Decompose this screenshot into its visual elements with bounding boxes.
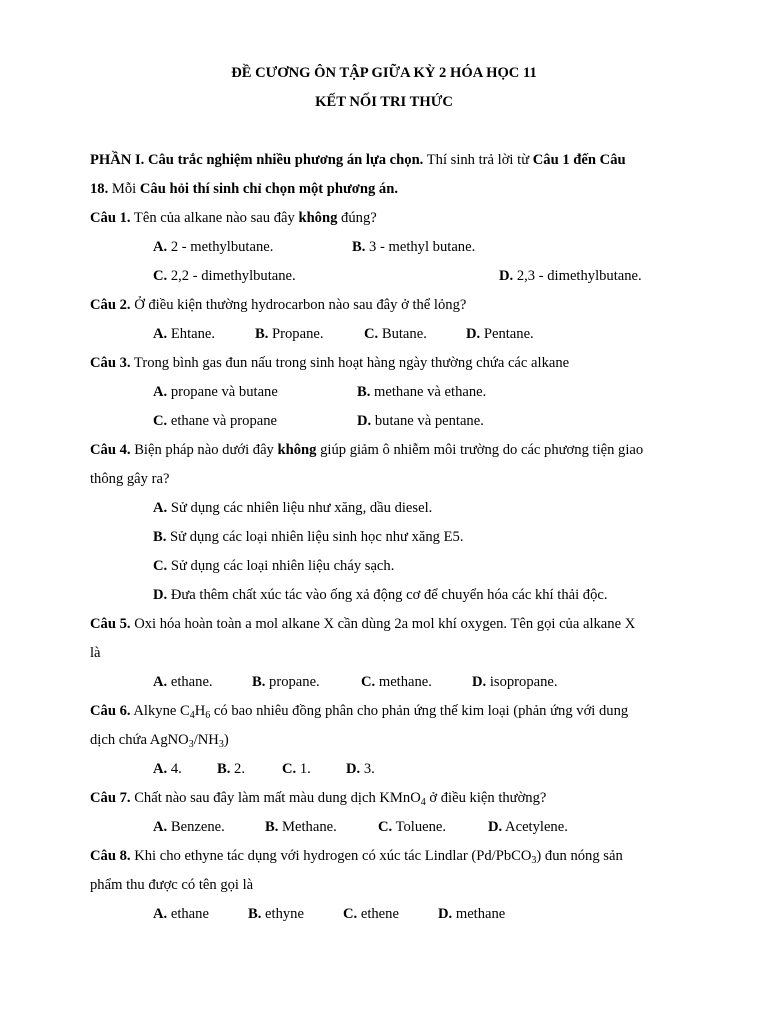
document-title: ĐỀ CƯƠNG ÔN TẬP GIỮA KỲ 2 HÓA HỌC 11 [231,65,537,81]
question-7-option-a: A. Benzene. [153,819,225,835]
question-4-option-d: D. Đưa thêm chất xúc tác vào ống xả động cơ để chuyển hóa các khí thải độc. [153,587,608,603]
question-6-stem: Câu 6. Alkyne $C_4H_6$ có bao nhiêu đồng phân cho phản ứng thế kim loại (phản ứng với dung [90,703,629,721]
question-8-stem-cont: phẩm thu được có tên gọi là [90,877,254,893]
question-5-option-b: B. propane. [252,674,320,690]
question-8-option-c: C. ethene [343,906,399,922]
question-6-stem-cont: dịch chứa $AgNO_3/NH_3$) [90,732,229,750]
question-8-option-b: B. ethyne [248,906,304,922]
question-6-option-a: A. 4. [153,761,182,777]
question-2-option-d: D. Pentane. [466,326,534,342]
question-8-option-a: A. ethane [153,906,209,922]
question-3-option-c: C. ethane và propane [153,413,278,429]
question-5-stem-cont: là [90,645,101,661]
question-7-option-b: B. Methane. [265,819,337,835]
question-3-option-a: A. propane và butane [153,384,278,400]
question-4-stem: Câu 4. Biện pháp nào dưới đây không giúp giảm ô nhiễm môi trường do các phương tiện giao [90,442,644,458]
question-5-stem: Câu 5. Oxi hóa hoàn toàn a mol alkane X cần dùng 2a mol khí oxygen. Tên gọi của alkane X [90,616,636,632]
question-6-option-d: D. 3. [346,761,375,777]
question-3-option-d: D. butane và pentane. [357,413,484,429]
document-subtitle: KẾT NỐI TRI THỨC [315,94,453,110]
question-6-option-b: B. 2. [217,761,245,777]
question-3-stem: Câu 3. Trong bình gas đun nấu trong sinh hoạt hàng ngày thường chứa các alkane [90,355,570,371]
question-8-option-d: D. methane [438,906,506,922]
question-2-option-b: B. Propane. [255,326,324,342]
question-8-stem: Câu 8. Khi cho ethyne tác dụng với hydrogen có xúc tác Lindlar (Pd/PbCO$_3$) đun nóng sản [90,848,623,866]
part1-intro-line1: PHẦN I. Câu trắc nghiệm nhiều phương án lựa chọn. Thí sinh trả lời từ Câu 1 đến Câu [90,152,626,168]
question-4-option-b: B. Sử dụng các loại nhiên liệu sinh học như xăng E5. [153,529,464,545]
question-1-option-b: B. 3 - methyl butane. [352,239,476,255]
question-6-option-c: C. 1. [282,761,311,777]
question-5-option-d: D. isopropane. [472,674,558,690]
question-4-stem-cont: thông gây ra? [90,471,170,487]
question-4-option-a: A. Sử dụng các nhiên liệu như xăng, dầu diesel. [153,500,433,516]
question-4-option-c: C. Sử dụng các loại nhiên liệu cháy sạch. [153,558,395,574]
part1-intro-line2: 18. Mỗi Câu hỏi thí sinh chỉ chọn một phương án. [90,181,398,197]
question-7-option-d: D. Acetylene. [488,819,568,835]
question-7-stem: Câu 7. Chất nào sau đây làm mất màu dung dịch KMnO$_4$ ở điều kiện thường? [90,790,547,808]
question-7-option-c: C. Toluene. [378,819,447,835]
question-2-stem: Câu 2. Ở điều kiện thường hydrocarbon nào sau đây ở thể lỏng? [90,297,467,313]
part1-heading: PHẦN I. Câu trắc nghiệm nhiều phương án lựa chọn. [90,152,424,168]
question-5-option-c: C. methane. [361,674,432,690]
question-5-option-a: A. ethane. [153,674,213,690]
question-3-option-b: B. methane và ethane. [357,384,487,400]
question-1-option-a: A. 2 - methylbutane. [153,239,274,255]
question-2-option-c: C. Butane. [364,326,427,342]
question-1-option-c: C. 2,2 - dimethylbutane. [153,268,296,284]
question-1-stem: Câu 1. Tên của alkane nào sau đây không đúng? [90,210,377,226]
question-2-option-a: A. Ehtane. [153,326,216,342]
question-1-option-d: D. 2,3 - dimethylbutane. [499,268,642,284]
